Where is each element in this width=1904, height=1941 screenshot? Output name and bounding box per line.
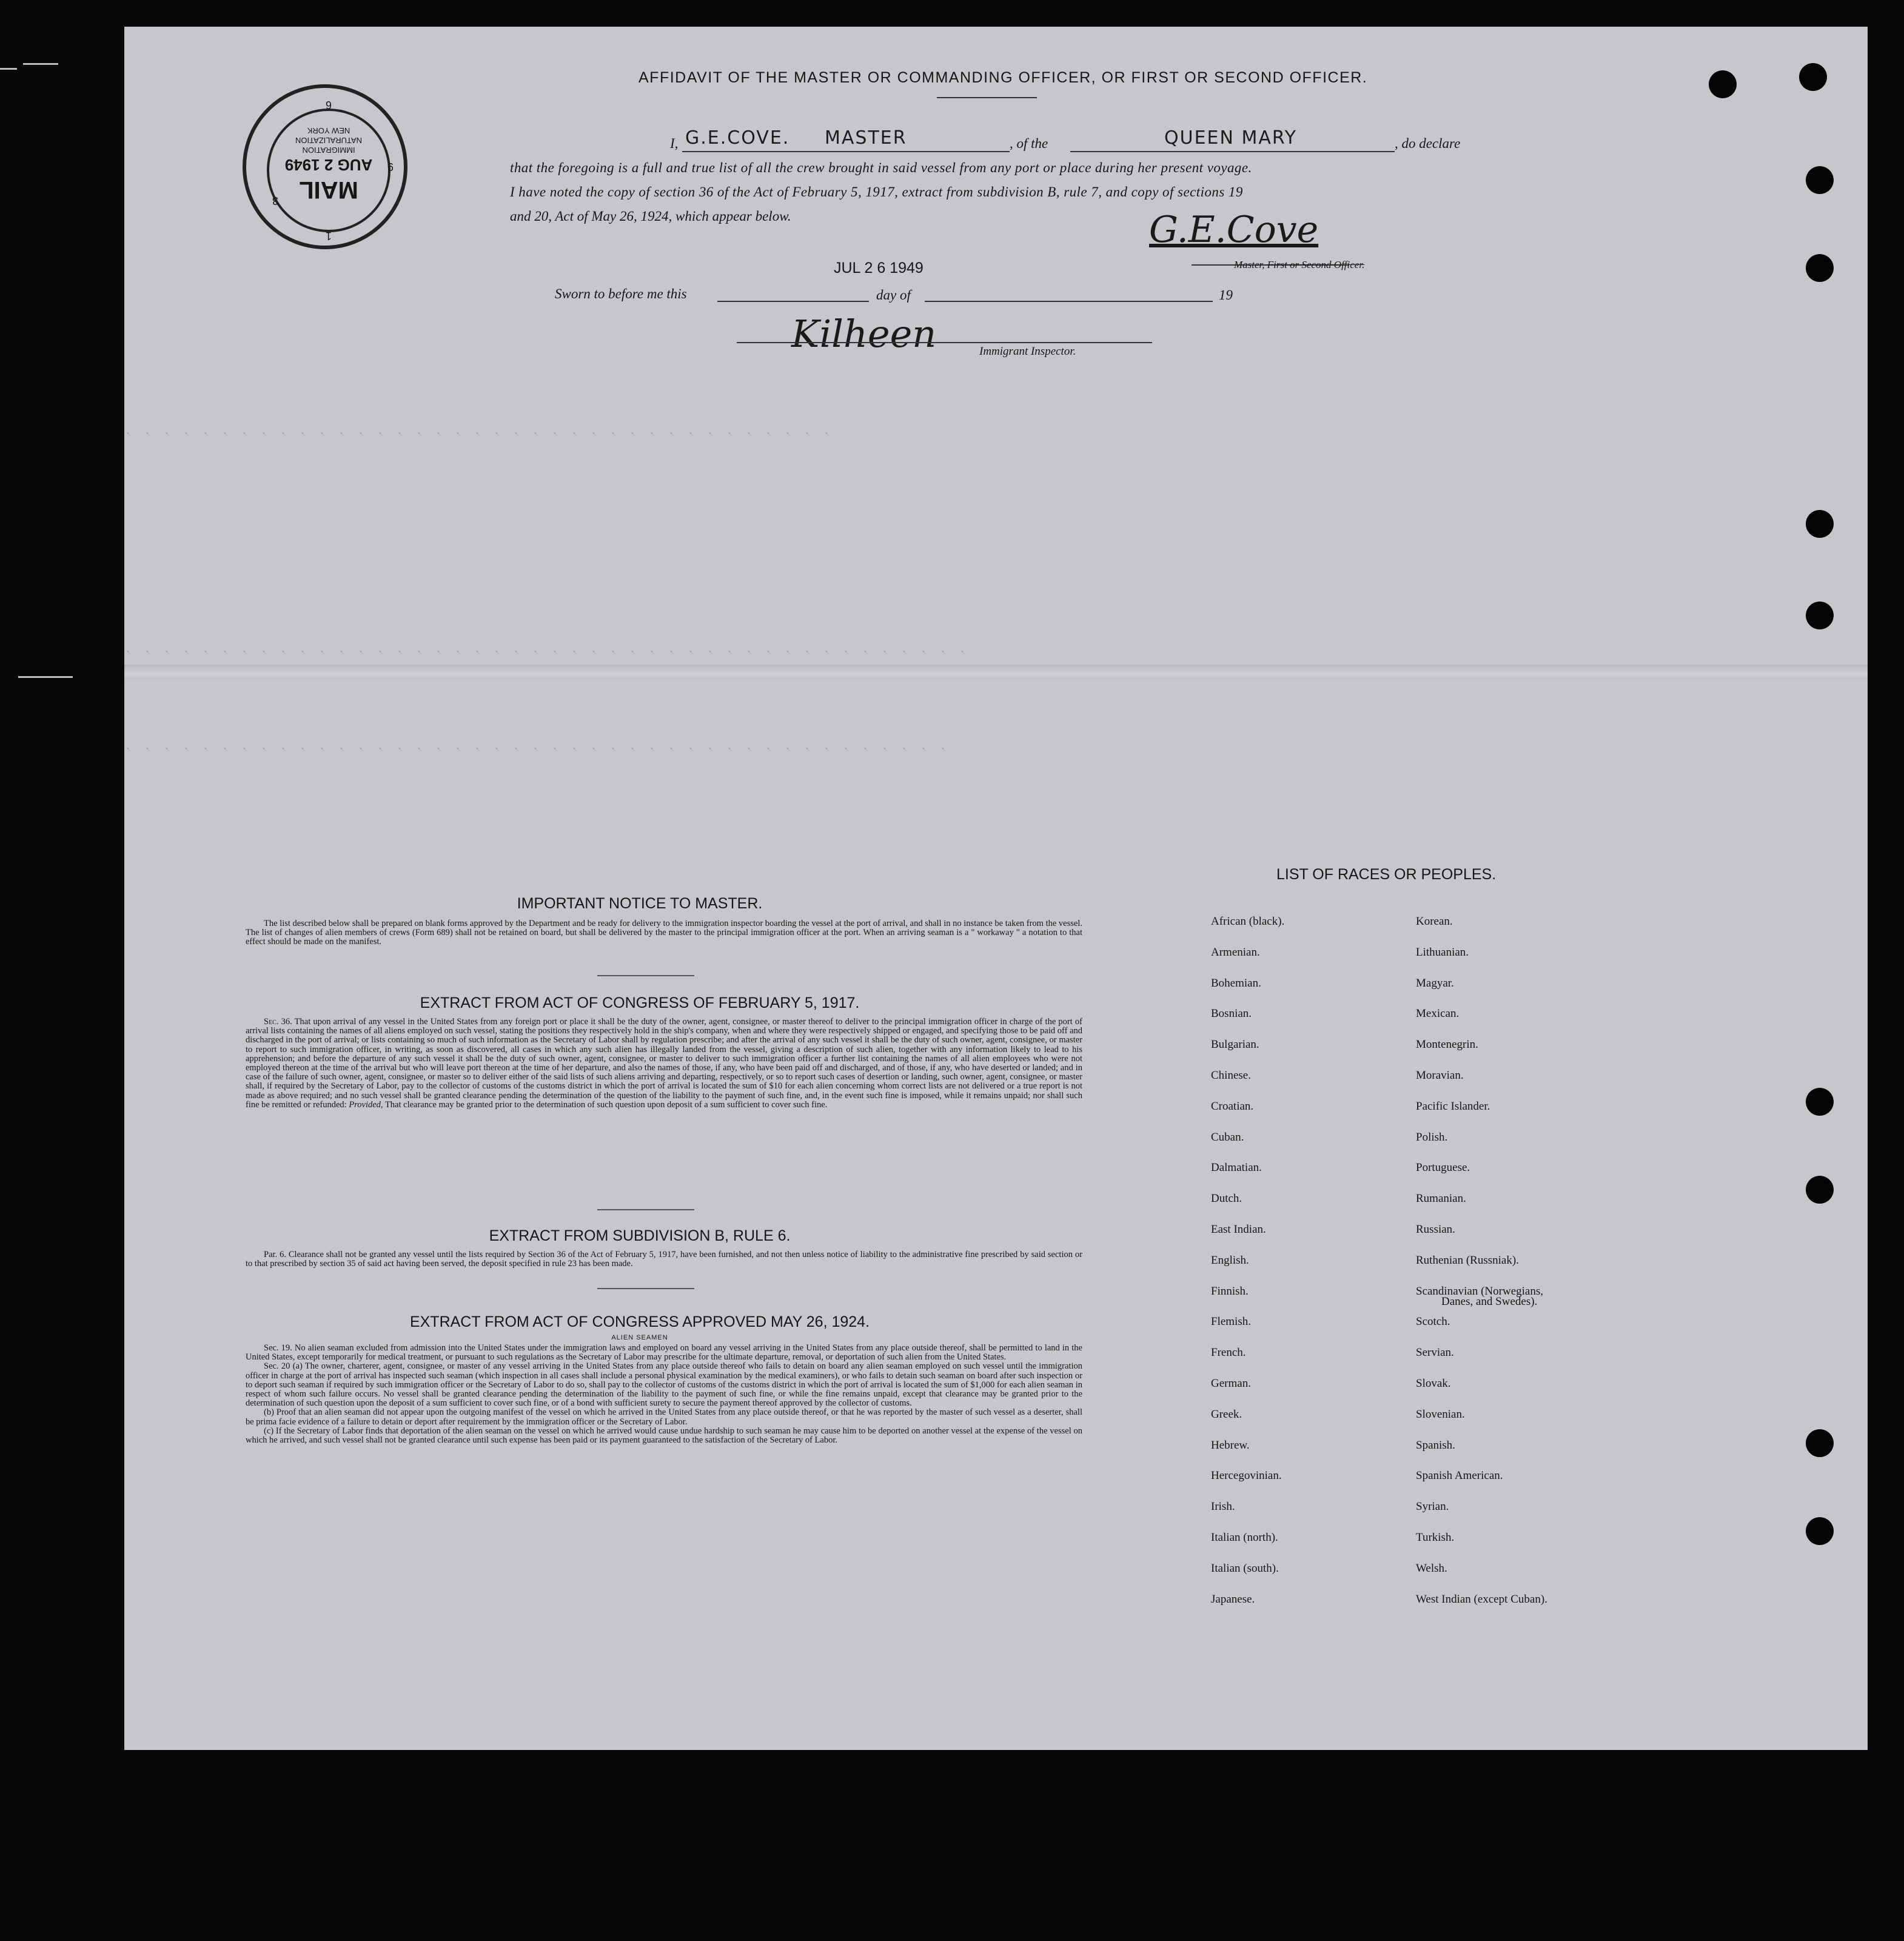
sworn-day-line [717, 301, 869, 302]
stamp-agency-line: NEW YORK [307, 126, 350, 135]
rule-6-body [246, 1250, 1082, 1269]
race-item: French. [1211, 1346, 1246, 1359]
race-item: Croatian. [1211, 1099, 1254, 1113]
race-item: Slovak. [1416, 1377, 1451, 1390]
extract-1924-title: EXTRACT FROM ACT OF CONGRESS APPROVED MAY 26, 1924. [409, 1313, 870, 1330]
race-item: Finnish. [1211, 1284, 1249, 1298]
date-stamp: JUL 2 6 1949 [834, 260, 924, 277]
signer-caption-struck: First or Second Officer. [1267, 259, 1365, 270]
vessel-name-line [1070, 151, 1219, 152]
affidavit-line-2: that the foregoing is a full and true list of all the crew brought in said vessel from any port or place during her present voyage. [510, 160, 1252, 175]
binder-hole [1806, 1517, 1834, 1545]
race-item: German. [1211, 1377, 1251, 1390]
race-item: Scandinavian (Norwegians, [1416, 1284, 1543, 1298]
sec-19-text: Sec. 19. No alien seaman excluded from admission into the United States under the immigration laws and employed on board any vessel arriving in the United States from any place outside thereof, shall be permitted to land in the United States, except temporarily for medical treatment, or pursuant to such regulations as the Secretary of Labor may prescribe for the ultimate departure, removal, or deportation of such alien from the United States. [246, 1343, 1082, 1363]
bleed-through-text: · · · · · · · · · · · · · · · · · · · · · · · · · · · · · · · · · · · · · · · · · · · [124, 742, 950, 756]
race-item: Flemish. [1211, 1315, 1251, 1329]
race-item: Cuban. [1211, 1130, 1244, 1144]
sec-36-body: That upon arrival of any vessel in the United States from any foreign port or place it shall be the duty of the owner, agent, consignee, or master thereof to deliver to the principal immigration officer in charge of the port of arrival lists containing the names of all aliens employed on such vessel, stating the positions they respectively hold in the ship's company, when and where they were respectively shipped or engaged, and specifying those to be paid off and discharged in the port of arrival; or lists containing so much of such information as the Secretary of Labor shall by regulation prescribe; and after the arrival of any such vessel it shall be the duty of such owner, agent, consignee, or master to report to such immigration officer, in writing, as soon as discovered, all cases in which any such alien has illegally landed from the vessel, giving a description of such alien, together with any information likely to lead to his apprehension; and before the departure of any such vessel it shall be the duty of such owner, agent, consignee, or master to deliver to such immigration officer a further list containing the names of all alien employees who were not employed thereon at the time of the arrival but who will leave port thereon at the time of her departure, and also the names of those, if any, who have been paid off and discharged, and of those, if any, who have deserted or landed; and in case of the failure of such owner, agent, consignee, or master so to deliver either of the said lists of such aliens arriving and departing, respectively, or so to report such cases of desertion or landing, such owner, agent, consignee, or master shall, if required by the Secretary of Labor, pay to the collector of customs of the customs district in which the port of arrival is located the sum of $10 for each alien concerning whom correct lists are not delivered or a true report is not made as above required; and no such vessel shall be granted clearance pending the determination of the question of the liability to the payment of such fine, and, in the event such fine is imposed, while it remains unpaid; nor shall such fine be remitted or refunded: [246, 1017, 1082, 1110]
race-item: Lithuanian. [1416, 945, 1469, 959]
inspector-caption: Immigrant Inspector. [979, 345, 1076, 358]
race-item: Moravian. [1416, 1069, 1464, 1082]
inspector-signature-line [737, 342, 1152, 343]
signer-caption-master: Master, [1234, 259, 1267, 270]
race-item: Spanish. [1416, 1438, 1455, 1452]
race-item: Greek. [1211, 1407, 1242, 1421]
race-item: Irish. [1211, 1500, 1235, 1514]
do-declare-label: , do declare [1395, 136, 1461, 151]
title-rule [937, 97, 1037, 98]
race-item: Korean. [1416, 915, 1453, 928]
races-title: LIST OF RACES OR PEOPLES. [1276, 866, 1497, 883]
stamp-ring-number: 1 [326, 230, 332, 242]
stamp-agency-line: NATURALIZATION [295, 136, 363, 145]
sheet-fold-crease [124, 665, 1868, 680]
binder-hole [1709, 70, 1737, 98]
extract-1917-text [246, 1017, 1082, 1110]
affidavit-i-prefix: I, [670, 136, 679, 151]
sec-20c-text: (c) If the Secretary of Labor finds that deportation of the alien seaman on the vessel on which he arrived would cause undue hardship to such seaman he may cause him to be deported on another vessel at the expense of the vessel on which he arrived, and such vessel shall not be granted clearance until such expense has been paid or its payment guaranteed to the satisfaction of the Secretary of Labor. [246, 1426, 1082, 1446]
sworn-prefix: Sworn to before me this [555, 286, 687, 301]
rule-6-title: EXTRACT FROM SUBDIVISION B, RULE 6. [489, 1227, 791, 1244]
race-continuation: Danes, and Swedes). [1441, 1295, 1538, 1308]
race-item: Bosnian. [1211, 1007, 1252, 1021]
race-item: Hebrew. [1211, 1438, 1250, 1452]
mail-received-stamp [243, 84, 407, 249]
proviso-body: That clearance may be granted prior to the determination of such question upon deposit of a sum sufficient to cover such fine. [384, 1099, 828, 1110]
race-item: Bohemian. [1211, 976, 1261, 990]
race-item: Welsh. [1416, 1561, 1447, 1575]
binder-hole [1806, 602, 1834, 629]
stamp-date: AUG 2 1949 [284, 156, 373, 174]
race-item: Scotch. [1416, 1315, 1450, 1329]
stamp-agency-line: IMMIGRATION [302, 146, 355, 155]
alien-seamen-subtitle: ALIEN SEAMEN [611, 1334, 668, 1341]
bleed-through-text: · · · · · · · · · · · · · · · · · · · · · · · · · · · · · · · · · · · · · · · · · · · · [124, 645, 969, 659]
binder-hole [1806, 1176, 1834, 1204]
notice-title: IMPORTANT NOTICE TO MASTER. [517, 895, 763, 912]
race-item: Japanese. [1211, 1592, 1255, 1606]
affidavit-line-3: I have noted the copy of section 36 of the Act of February 5, 1917, extract from subdivision B, rule 7, and copy of sections 19 [510, 184, 1243, 199]
race-item: Bulgarian. [1211, 1038, 1259, 1051]
binder-hole [1806, 1429, 1834, 1457]
extract-1924-body [246, 1344, 1082, 1445]
extract-1917-title: EXTRACT FROM ACT OF CONGRESS OF FEBRUARY 5, 1917. [420, 994, 860, 1011]
proviso-label: Provided, [349, 1099, 383, 1110]
race-item: Dutch. [1211, 1192, 1242, 1205]
race-item: Portuguese. [1416, 1161, 1470, 1175]
sec-20b-text: (b) Proof that an alien seaman did not appear upon the outgoing manifest of the vessel on which he arrived in the United States from any place outside thereof, or that he was reported by the master of such vessel as a deserter, shall be prima facie evidence of a failure to detain or deport after requirement by the immigration officer or the Secretary of Labor. [246, 1407, 1082, 1427]
vessel-name: QUEEN MARY [1164, 127, 1298, 149]
race-item: West Indian (except Cuban). [1416, 1592, 1547, 1606]
stamp-ring-number: 9 [387, 161, 394, 173]
signer-caption [1234, 259, 1364, 271]
race-item: Polish. [1416, 1130, 1448, 1144]
vessel-name-line-ext [1219, 151, 1395, 152]
race-item: Slovenian. [1416, 1407, 1465, 1421]
manifest-sheet [124, 27, 1868, 1750]
affidavit-title: AFFIDAVIT OF THE MASTER OR COMMANDING OFFICER, OR FIRST OR SECOND OFFICER. [639, 69, 1368, 86]
race-item: Russian. [1416, 1223, 1455, 1236]
binder-hole [1806, 254, 1834, 282]
day-of-label: day of [876, 287, 911, 303]
race-item: African (black). [1211, 915, 1285, 928]
race-item: Italian (south). [1211, 1561, 1279, 1575]
race-item: Servian. [1416, 1346, 1454, 1359]
race-item: Turkish. [1416, 1531, 1455, 1544]
binder-hole [1799, 63, 1827, 91]
inspector-signature: Kilheen [791, 312, 937, 356]
binder-hole [1806, 1088, 1834, 1116]
stamp-mail-label: MAIL [299, 176, 358, 203]
race-item: Mexican. [1416, 1007, 1460, 1021]
race-item: Magyar. [1416, 976, 1454, 990]
race-item: Dalmatian. [1211, 1161, 1262, 1175]
race-item: Ruthenian (Russniak). [1416, 1253, 1519, 1267]
master-name: G.E.COVE. [685, 127, 790, 149]
race-item: Hercegovinian. [1211, 1469, 1282, 1483]
notice-body-text: The list described below shall be prepared on blank forms approved by the Department and be ready for delivery to the immigration inspector boarding the vessel at the port of arrival, and shall in no instance be taken from the vessel. The list of changes of alien members of crews (Form 689) shall not be retained on board, but shall be delivered by the master to the principal immigration officer at the port. When an arriving seaman is a " workaway " a notation to that effect should be made on the manifest. [246, 919, 1082, 947]
bleed-through-text: · · · · · · · · · · · · · · · · · · · · · · · · · · · · · · · · · · · · · [124, 427, 833, 441]
race-item: Syrian. [1416, 1500, 1449, 1514]
race-item: Spanish American. [1416, 1469, 1503, 1483]
master-name-line [682, 151, 1010, 152]
race-item: Rumanian. [1416, 1192, 1466, 1205]
affidavit-line-4: and 20, Act of May 26, 1924, which appear below. [510, 209, 791, 224]
sworn-month-line [925, 301, 1213, 302]
binder-hole [1806, 510, 1834, 538]
master-signature: G.E.Cove [1149, 209, 1319, 251]
sec-20a-text: Sec. 20 (a) The owner, charterer, agent, consignee, or master of any vessel arriving in the United States from any place outside thereof who fails to detain on board any alien seaman employed on such vessel until the immigration officer in charge at the port of arrival has inspected such seaman (which inspection in all cases shall include a personal physical examination by the medical examiners), or who fails to detain such seaman on board after such inspection or to deport such seaman if required by such immigration officer or the Secretary of Labor to do so, shall pay to the collector of customs of the customs district in which the port of arrival is located the sum of $1,000 for each alien seaman in respect of whom such failure occurs. No vessel shall be granted clearance pending the determination of the liability to the payment of such fine, or while the fine remains unpaid, except that clearance may be granted prior to the determination of such question upon the deposit of a sum sufficient to cover such fine, or of a bond with sufficient surety to secure the payment thereof approved by the collector of customs. [246, 1361, 1082, 1409]
race-item: English. [1211, 1253, 1249, 1267]
section-rule [597, 1288, 694, 1289]
section-rule [597, 975, 694, 976]
stamp-ring-number: 6 [326, 99, 332, 111]
binder-hole [1806, 166, 1834, 194]
stamp-ring-number: 3 [272, 195, 279, 207]
race-item: East Indian. [1211, 1223, 1266, 1236]
year-prefix: 19 [1219, 287, 1233, 303]
notice-body [246, 919, 1082, 947]
sec-36-label: Sec. 36. [264, 1017, 292, 1027]
extract-1917-body [246, 1017, 1082, 1110]
race-item: Armenian. [1211, 945, 1260, 959]
film-edge-mark [23, 63, 58, 65]
rule-6-text: Par. 6. Clearance shall not be granted any vessel until the lists required by Section 36 of the Act of February 5, 1917, have been furnished, and not then unless notice of liability to the administrative fine prescribed by said section or to that prescribed by section 35 of said act having been served, the deposit specified in rule 23 has been made. [246, 1250, 1082, 1269]
of-the-label: , of the [1010, 136, 1048, 151]
race-item: Italian (north). [1211, 1531, 1278, 1544]
race-item: Pacific Islander. [1416, 1099, 1490, 1113]
race-item: Chinese. [1211, 1069, 1251, 1082]
race-item: Montenegrin. [1416, 1038, 1478, 1051]
film-edge-mark [18, 676, 73, 678]
section-rule [597, 1209, 694, 1210]
film-edge-mark [0, 68, 17, 70]
master-rank: MASTER [825, 127, 907, 149]
